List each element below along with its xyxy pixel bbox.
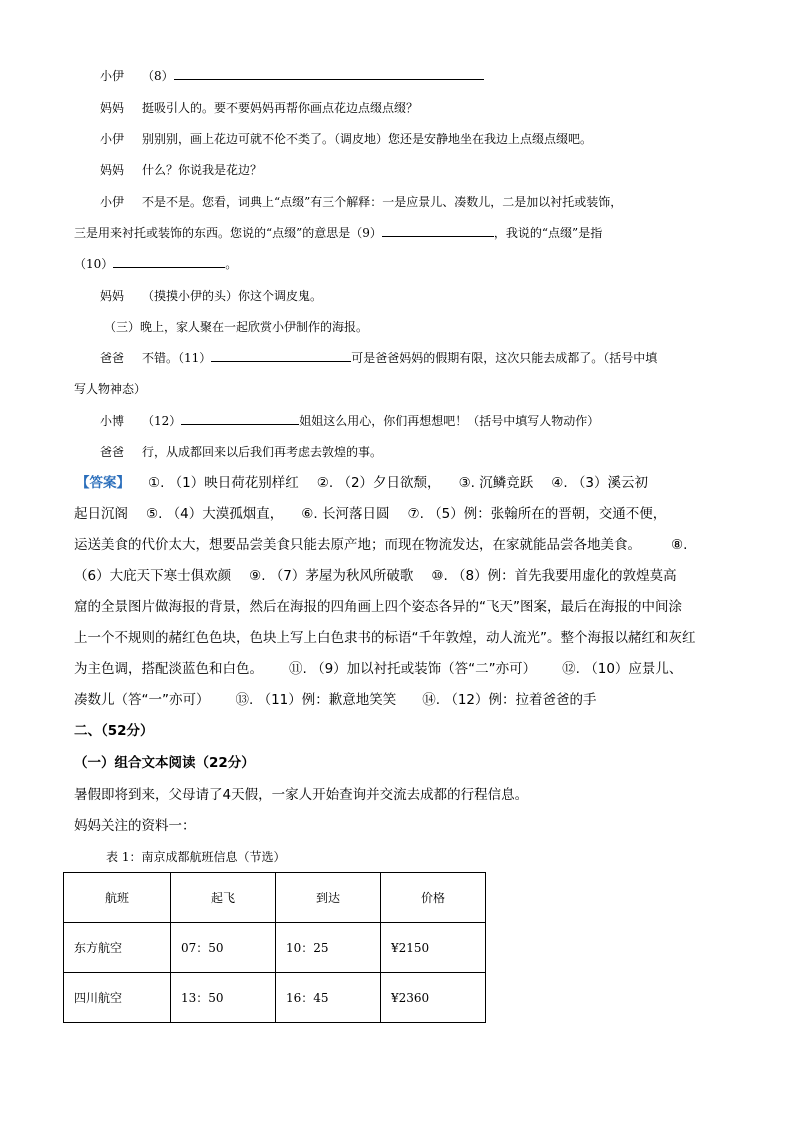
dialogue-line — [100, 161, 262, 179]
answer-line — [74, 629, 696, 647]
question-number: （10） — [74, 257, 114, 271]
answer-item: 运送美食的代价太大，想要品尝美食只能去原产地；而现在物流发达，在家就能品尝各地美食。 — [74, 537, 641, 553]
answer-line — [74, 660, 682, 678]
answer-item: ⑫. （10）应景儿、 — [562, 661, 683, 677]
speaker: 妈妈 — [100, 101, 125, 115]
answer-item: ③. 沉鳞竞跃 — [458, 475, 534, 491]
answer-text: 上一个不规则的赭红色色块，色块上写上白色隶书的标语“千年敦煌，动人流光”。整个海报以赭红和灰红 — [74, 630, 696, 646]
table-cell: ¥2360 — [381, 973, 486, 1023]
speaker: 小伊 — [100, 195, 125, 209]
answer-line — [74, 598, 682, 616]
answer-text: 为主色调，搭配淡蓝色和白色。 — [74, 661, 263, 677]
answer-blank — [382, 224, 494, 237]
answer-line — [76, 474, 648, 492]
table-row — [64, 973, 486, 1023]
dialogue-line — [100, 412, 599, 430]
column-header: 价格 — [381, 873, 486, 923]
answer-blank — [113, 255, 225, 268]
section-subtitle: （一）组合文本阅读（22分） — [74, 755, 255, 771]
flight-table — [63, 872, 486, 1023]
answer-line — [74, 536, 687, 554]
dialogue-text: 挺吸引人的。要不要妈妈再帮你画点花边点缀点缀？ — [142, 101, 419, 115]
speaker: 小伊 — [100, 132, 125, 146]
dialogue-text: 可是爸爸妈妈的假期有限，这次只能去成都了。（括号中填 — [351, 351, 658, 365]
table-cell: 07：50 — [171, 923, 276, 973]
speaker: 妈妈 — [100, 289, 125, 303]
dialogue-text: 行，从成都回来以后我们再考虑去敦煌的事。 — [142, 445, 383, 459]
dialogue-text: 什么？你说我是花边？ — [142, 163, 263, 177]
answer-blank — [211, 349, 351, 362]
speaker: 妈妈 — [100, 163, 125, 177]
dialogue-line — [100, 130, 592, 148]
dialogue-line — [100, 99, 418, 117]
speaker: 爸爸 — [100, 351, 125, 365]
question-number: （12） — [142, 414, 182, 428]
scene-heading — [104, 318, 368, 336]
question-number: （8） — [142, 69, 174, 83]
answer-line — [74, 691, 597, 709]
dialogue-text: 别别别，画上花边可就不伦不类了。（调皮地）您还是安静地坐在我边上点缀点缀吧。 — [142, 132, 593, 146]
answer-item: ⑩. （8）例：首先我要用虚化的敦煌莫高 — [431, 568, 677, 584]
answer-item: ⑦. （5）例：张翰所在的晋朝，交通不便， — [407, 506, 667, 522]
section-title: 二、（52分） — [74, 723, 154, 739]
table-cell: ¥2150 — [381, 923, 486, 973]
dialogue-line — [100, 443, 382, 461]
speaker: 小博 — [100, 414, 125, 428]
table-cell: 13：50 — [171, 973, 276, 1023]
table-cell: 10：25 — [276, 923, 381, 973]
column-header: 到达 — [276, 873, 381, 923]
dialogue-line — [100, 287, 322, 305]
answer-item: ⑤. （4）大漠孤烟直， — [146, 506, 284, 522]
dialogue-line — [100, 349, 657, 367]
question-number: 不错。（11） — [142, 351, 212, 365]
answer-item: （6）大庇天下寒士俱欢颜 — [74, 568, 232, 584]
scene-text: （三）晚上，家人聚在一起欣赏小伊制作的海报。 — [104, 320, 369, 334]
section-intro: 暑假即将到来，父母请了4天假，一家人开始查询并交流去成都的行程信息。 — [74, 787, 529, 803]
answer-item: ⑨. （7）茅屋为秋风所破歌 — [249, 568, 414, 584]
table-cell: 东方航空 — [64, 923, 171, 973]
answer-item: ⑧. — [671, 537, 688, 553]
answer-item: 凑数儿（答“一”亦可） — [74, 692, 210, 708]
dialogue-text: 写人物神态） — [74, 382, 147, 396]
dialogue-text: 三是用来衬托或装饰的东西。您说的“点缀”的意思是（9） — [74, 226, 382, 240]
answer-item: ⑥. 长河落日圆 — [301, 506, 390, 522]
table-cell: 16：45 — [276, 973, 381, 1023]
answer-blank — [181, 412, 299, 425]
table-header-row — [64, 873, 486, 923]
answer-line — [74, 505, 666, 523]
table-caption: 表 1：南京成都航班信息（节选） — [106, 850, 286, 864]
dialogue-line — [74, 255, 237, 273]
answer-item: ②. （2）夕日欲颓， — [316, 475, 441, 491]
dialogue-line — [100, 193, 622, 211]
speaker: 小伊 — [100, 69, 125, 83]
column-header: 起飞 — [171, 873, 276, 923]
column-header: 航班 — [64, 873, 171, 923]
answer-item: ④. （3）溪云初 — [551, 475, 649, 491]
answer-item: ⑬. （11）例：歉意地笑笑 — [235, 692, 397, 708]
dialogue-text: （摸摸小伊的头）你这个调皮鬼。 — [142, 289, 323, 303]
dialogue-text: 。 — [225, 257, 238, 271]
answer-item: 起日沉阁 — [74, 506, 128, 522]
dialogue-text: 不是不是。您看，词典上“点缀”有三个解释：一是应景儿、凑数儿，二是加以衬托或装饰， — [142, 195, 623, 209]
speaker: 爸爸 — [100, 445, 125, 459]
dialogue-line — [100, 67, 484, 85]
answer-item: ⑪. （9）加以衬托或装饰（答“二”亦可） — [289, 661, 537, 677]
dialogue-line — [74, 224, 602, 242]
table-cell: 四川航空 — [64, 973, 171, 1023]
answer-item: ⑭. （12）例：拉着爸爸的手 — [422, 692, 597, 708]
answer-tag: 【答案】 — [76, 475, 130, 491]
answer-blank — [174, 67, 484, 80]
answer-line — [74, 567, 677, 585]
dialogue-line — [74, 380, 146, 398]
dialogue-text: ，我说的“点缀”是指 — [493, 226, 603, 240]
material-label: 妈妈关注的资料一： — [74, 818, 196, 834]
answer-text: 窟的全景图片做海报的背景，然后在海报的四角画上四个姿态各异的“飞天”图案，最后在海报的中间涂 — [74, 599, 682, 615]
table-row — [64, 923, 486, 973]
dialogue-text: 姐姐这么用心，你们再想想吧！（括号中填写人物动作） — [299, 414, 600, 428]
answer-item: ①. （1）映日荷花别样红 — [148, 475, 299, 491]
